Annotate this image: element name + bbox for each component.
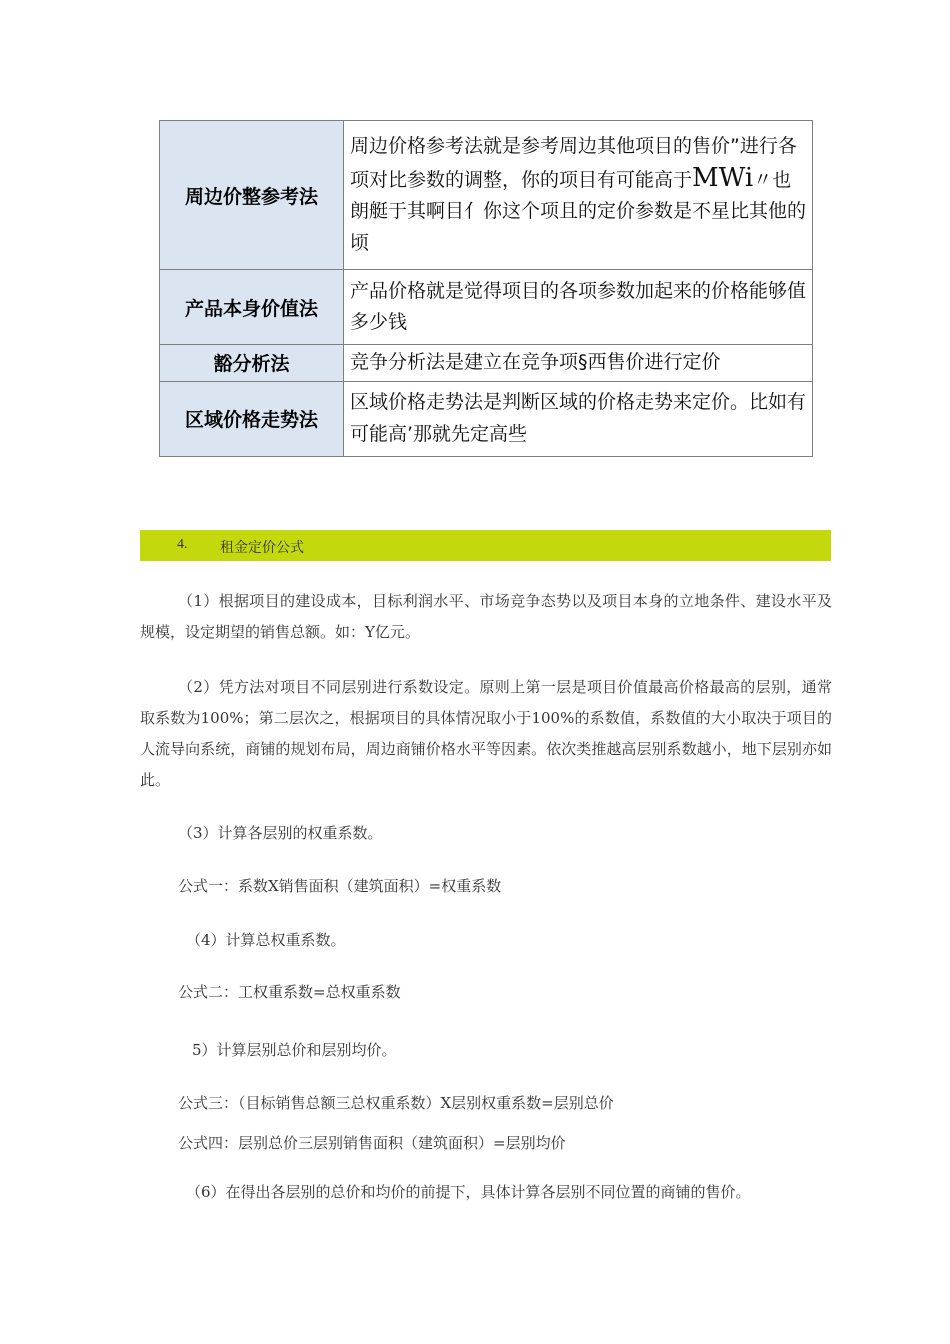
method-name: 区域价格走势法 xyxy=(160,381,344,456)
table-row xyxy=(160,381,813,456)
paragraph: （6）在得出各层别的总价和均价的前提下，具体计算各层别不同位置的商铺的售价。 xyxy=(186,1183,751,1201)
method-name: 周边价整参考法 xyxy=(160,121,344,270)
paragraph: （1）根据项目的建设成本，目标利润水平、市场竞争态势以及项目本身的立地条件、建设水平及规模，设定期望的销售总额。如：Y亿元。 xyxy=(140,592,832,641)
description-text: MWi xyxy=(692,162,754,193)
method-description xyxy=(344,121,813,270)
description-text: 周边价格参考法就是参考周边其他项目的售价”进行各项对比参数的调整，你的项目有可能高于 xyxy=(350,135,797,191)
paragraph: 5）计算层别总价和层别均价。 xyxy=(192,1041,397,1059)
method-name: 豁分析法 xyxy=(160,345,344,382)
section-number: 4. xyxy=(177,537,188,552)
paragraph: （2）凭方法对项目不同层别进行系数设定。原则上第一层是项目价值最高价格最高的层别，通常取系数为100%；第二层次之，根据项目的具体情况取小于100%的系数值，系数值的大小取决于项目的人流导向系统，商铺的规划布局，周边商铺价格水平等因素。依次类推越高层别系数越小，地下层别亦如此。 xyxy=(140,678,832,789)
formula: 公式一：系数X销售面积（建筑面积）=权重系数 xyxy=(178,877,502,895)
description-text: 〃也朗艇于其啊目亻你这个项且的定价参数是不星比其他的顷 xyxy=(350,168,807,254)
formula: 公式四：层别总价三层别销售面积（建筑面积）=层别均价 xyxy=(178,1134,566,1152)
section-title: 租金定价公式 xyxy=(220,541,304,556)
method-name: 产品本身价值法 xyxy=(160,270,344,345)
formula: 公式三：（目标销售总额三总权重系数）X层别权重系数=层别总价 xyxy=(178,1094,614,1112)
method-description: 产品价格就是觉得项目的各项参数加起来的价格能够值多少钱 xyxy=(344,270,813,345)
method-description: 区域价格走势法是判断区域的价格走势来定价。比如有可能高’那就先定高些 xyxy=(344,381,813,456)
method-description: 竞争分析法是建立在竞争项§西售价进行定价 xyxy=(344,345,813,382)
formula: 公式二：工权重系数=总权重系数 xyxy=(178,983,401,1001)
pricing-methods-table xyxy=(159,120,813,457)
section-heading xyxy=(140,530,831,561)
paragraph: （3）计算各层别的权重系数。 xyxy=(178,824,383,842)
table-row xyxy=(160,270,813,345)
table-row xyxy=(160,345,813,382)
table-row xyxy=(160,121,813,270)
paragraph: （4）计算总权重系数。 xyxy=(186,931,346,949)
